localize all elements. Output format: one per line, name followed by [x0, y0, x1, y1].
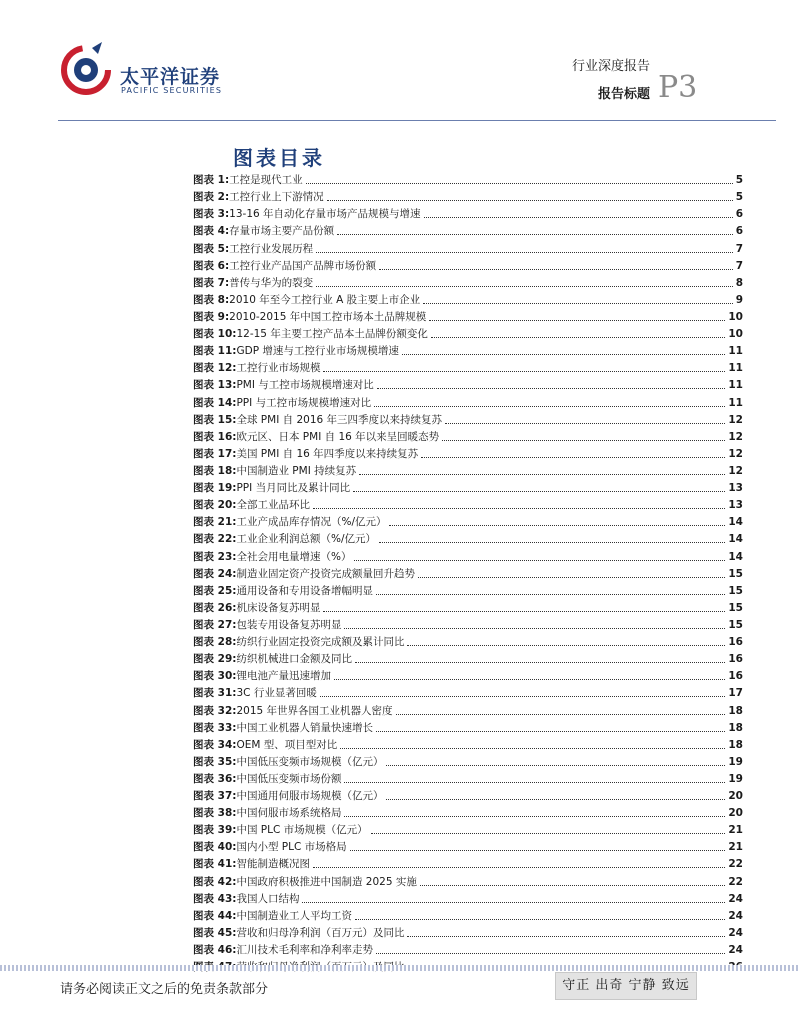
toc-entry-label: 图表 42: [193, 875, 237, 888]
toc-entry[interactable] [193, 889, 743, 906]
toc-entry-page: 12 [728, 464, 743, 477]
toc-dot-leader [445, 423, 725, 424]
toc-entry-page: 11 [728, 396, 743, 409]
toc-entry-label: 图表 9: [193, 310, 230, 323]
toc-entry[interactable] [193, 752, 743, 769]
toc-dot-leader [429, 320, 725, 321]
toc-entry-page: 13 [728, 482, 743, 495]
footer-disclaimer: 请务必阅读正文之后的免责条款部分 [60, 982, 269, 997]
toc-entry[interactable] [193, 204, 743, 221]
toc-dot-leader [302, 902, 725, 903]
toc-entry-page: 15 [728, 601, 743, 614]
toc-entry[interactable] [193, 170, 743, 187]
toc-entry-label: 图表 31: [193, 687, 237, 700]
toc-dot-leader [355, 662, 725, 663]
toc-entry-label: 图表 19: [193, 482, 237, 495]
toc-entry[interactable] [193, 324, 743, 341]
toc-entry[interactable] [193, 392, 743, 409]
pacific-securities-logo-icon [58, 40, 114, 96]
toc-dot-leader [376, 594, 725, 595]
toc-entry-title: 中国制造业 PMI 持续复苏 [236, 464, 357, 477]
toc-entry-page: 12 [728, 413, 743, 426]
toc-entry-title: 中国制造业工人平均工资 [236, 909, 352, 922]
toc-entry-page: 16 [728, 653, 743, 666]
toc-entry-page: 9 [735, 293, 743, 306]
toc-entry-page: 14 [728, 533, 743, 546]
toc-entry[interactable] [193, 700, 743, 717]
toc-entry-label: 图表 23: [193, 550, 237, 563]
toc-entry-label: 图表 13: [193, 379, 237, 392]
toc-dot-leader [316, 286, 733, 287]
toc-entry-label: 图表 28: [193, 636, 237, 649]
toc-entry-label: 图表 22: [193, 533, 237, 546]
toc-entry[interactable] [193, 769, 743, 786]
header-divider [58, 120, 776, 121]
toc-entry-title: 包装专用设备复苏明显 [236, 618, 342, 631]
toc-dot-leader [379, 269, 733, 270]
toc-entry-title: 欧元区、日本 PMI 自 16 年以来呈回暖态势 [236, 430, 440, 443]
toc-entry-label: 图表 24: [193, 567, 237, 580]
toc-entry-label: 图表 11: [193, 345, 237, 358]
toc-dot-leader [376, 731, 725, 732]
toc-entry-label: 图表 32: [193, 704, 237, 717]
report-type: 行业深度报告 [571, 59, 650, 74]
toc-entry-page: 10 [728, 328, 743, 341]
toc-dot-leader [313, 867, 725, 868]
toc-dot-leader [313, 508, 725, 509]
toc-dot-leader [340, 748, 725, 749]
toc-entry-label: 图表 7: [193, 276, 230, 289]
toc-entry-label: 图表 29: [193, 653, 237, 666]
toc-entry-title: 营收和归母净利润（百万元）及同比 [236, 926, 405, 939]
toc-entry[interactable] [193, 683, 743, 700]
toc-entry-title: 中国工业机器人销量快速增长 [236, 721, 373, 734]
toc-entry-title: 2015 年世界各国工业机器人密度 [236, 704, 393, 717]
toc-dot-leader [344, 628, 725, 629]
toc-entry-page: 5 [735, 174, 743, 187]
toc-entry-title: PPI 与工控市场规模增速对比 [236, 396, 372, 409]
toc-entry-page: 15 [728, 567, 743, 580]
toc-entry[interactable] [193, 375, 743, 392]
toc-entry-label: 图表 4: [193, 225, 230, 238]
toc-entry[interactable] [193, 615, 743, 632]
toc-entry-label: 图表 46: [193, 944, 237, 957]
toc-entry-page: 12 [728, 430, 743, 443]
toc-entry-label: 图表 40: [193, 841, 237, 854]
toc-entry-page: 24 [728, 926, 743, 939]
toc-entry-title: 工控行业产品国产品牌市场份额 [229, 259, 377, 272]
toc-entry-page: 19 [728, 772, 743, 785]
toc-entry-title: 中国政府积极推进中国制造 2025 实施 [236, 875, 417, 888]
toc-dot-leader [424, 217, 733, 218]
toc-entry-page: 7 [735, 242, 743, 255]
toc-entry-page: 11 [728, 379, 743, 392]
toc-entry-page: 22 [728, 858, 743, 871]
toc-entry-page: 7 [735, 259, 743, 272]
toc-entry[interactable] [193, 221, 743, 238]
toc-entry-title: 全社会用电量增速（%） [236, 550, 352, 563]
toc-entry-label: 图表 20: [193, 499, 237, 512]
toc-entry-page: 8 [735, 276, 743, 289]
toc-entry[interactable] [193, 837, 743, 854]
toc-dot-leader [320, 696, 726, 697]
toc-entry-label: 图表 12: [193, 362, 237, 375]
toc-entry-label: 图表 45: [193, 926, 237, 939]
toc-entry[interactable] [193, 564, 743, 581]
toc-entry[interactable] [193, 923, 743, 940]
toc-entry-title: 存量市场主要产品份额 [229, 225, 335, 238]
toc-entry-page: 19 [728, 755, 743, 768]
toc-entry-label: 图表 16: [193, 430, 237, 443]
toc-dot-leader [334, 679, 725, 680]
toc-entry-label: 图表 44: [193, 909, 237, 922]
toc-dot-leader [431, 337, 726, 338]
toc-entry-title: PMI 与工控市场规模增速对比 [236, 379, 374, 392]
toc-entry[interactable] [193, 290, 743, 307]
toc-entry-title: 工业产成品库存情况（%/亿元） [236, 516, 387, 529]
toc-entry-label: 图表 27: [193, 618, 237, 631]
toc-entry-page: 14 [728, 516, 743, 529]
toc-entry[interactable] [193, 478, 743, 495]
toc-entry-page: 6 [735, 208, 743, 221]
toc-entry-page: 24 [728, 909, 743, 922]
toc-entry-title: 智能制造概况图 [236, 858, 310, 871]
toc-entry-page: 5 [735, 191, 743, 204]
toc-entry-title: 12-15 年主要工控产品本土品牌份额变化 [236, 328, 428, 341]
toc-entry[interactable] [193, 666, 743, 683]
toc-dot-leader [323, 611, 725, 612]
toc-entry-label: 图表 6: [193, 259, 230, 272]
toc-entry[interactable] [193, 529, 743, 546]
toc-entry-title: 工控行业发展历程 [229, 242, 314, 255]
toc-entry[interactable] [193, 512, 743, 529]
toc-title: 图表目录 [233, 146, 325, 170]
toc-dot-leader [323, 371, 725, 372]
toc-entry-title: 机床设备复苏明显 [236, 601, 321, 614]
toc-entry-label: 图表 5: [193, 242, 230, 255]
toc-entry[interactable] [193, 341, 743, 358]
toc-entry-page: 18 [728, 738, 743, 751]
toc-entry[interactable] [193, 871, 743, 888]
toc-entry-label: 图表 43: [193, 892, 237, 905]
toc-entry-title: 普传与华为的裂变 [229, 276, 314, 289]
page-number: P3 [658, 70, 698, 105]
toc-dot-leader [316, 252, 733, 253]
toc-entry-label: 图表 39: [193, 824, 237, 837]
toc-entry-page: 16 [728, 670, 743, 683]
toc-entry[interactable] [193, 735, 743, 752]
toc-entry-title: 美国 PMI 自 16 年四季度以来持续复苏 [236, 447, 419, 460]
toc-entry[interactable] [193, 581, 743, 598]
toc-entry-page: 11 [728, 362, 743, 375]
toc-dot-leader [337, 234, 733, 235]
toc-dot-leader [355, 919, 725, 920]
toc-entry-title: 13-16 年自动化存量市场产品规模与增速 [229, 208, 421, 221]
toc-entry-title: 锂电池产量迅速增加 [236, 670, 331, 683]
toc-dot-leader [407, 936, 725, 937]
toc-entry-page: 14 [728, 550, 743, 563]
toc-entry-page: 20 [728, 790, 743, 803]
toc-dot-leader [379, 542, 725, 543]
toc-entry[interactable] [193, 803, 743, 820]
toc-dot-leader [327, 200, 733, 201]
toc-dot-leader [423, 303, 733, 304]
toc-entry-title: 中国通用伺服市场规模（亿元） [236, 790, 384, 803]
toc-entry[interactable] [193, 495, 743, 512]
toc-entry[interactable] [193, 444, 743, 461]
toc-entry[interactable] [193, 786, 743, 803]
toc-entry-page: 21 [728, 824, 743, 837]
toc-entry-page: 21 [728, 841, 743, 854]
toc-entry-title: 中国低压变频市场份额 [236, 772, 342, 785]
toc-entry-label: 图表 37: [193, 790, 237, 803]
toc-entry-page: 18 [728, 704, 743, 717]
toc-entry[interactable] [193, 649, 743, 666]
toc-entry-page: 20 [728, 807, 743, 820]
report-subtitle: 报告标题 [597, 87, 650, 102]
toc-entry-title: 工控是现代工业 [229, 174, 303, 187]
toc-entry-page: 10 [728, 310, 743, 323]
toc-dot-leader [442, 440, 725, 441]
logo-english-name: PACIFIC SECURITIES [121, 86, 223, 95]
toc-dot-leader [350, 850, 726, 851]
toc-entry-page: 15 [728, 584, 743, 597]
toc-entry[interactable] [193, 410, 743, 427]
toc-entry[interactable] [193, 546, 743, 563]
toc-entry-title: 制造业固定资产投资完成额量回升趋势 [236, 567, 415, 580]
toc-entry[interactable] [193, 187, 743, 204]
toc-entry-label: 图表 1: [193, 174, 230, 187]
toc-dot-leader [407, 645, 725, 646]
toc-dot-leader [359, 474, 725, 475]
toc-dot-leader [353, 491, 725, 492]
toc-dot-leader [420, 885, 726, 886]
toc-entry[interactable] [193, 940, 743, 957]
toc-entry-label: 图表 38: [193, 807, 237, 820]
toc-entry-title: 汇川技术毛利率和净利率走势 [236, 944, 373, 957]
toc-entry-page: 13 [728, 499, 743, 512]
toc-entry-label: 图表 3: [193, 208, 230, 221]
toc-entry-label: 图表 10: [193, 328, 237, 341]
toc-entry[interactable] [193, 427, 743, 444]
logo-chinese-name: 太平洋证券 [120, 66, 221, 88]
toc-entry-label: 图表 33: [193, 721, 237, 734]
toc-entry-title: 工控行业上下游情况 [229, 191, 324, 204]
toc-entry-label: 图表 36: [193, 772, 237, 785]
toc-entry-title: 全部工业品环比 [236, 499, 310, 512]
toc-dot-leader [354, 560, 725, 561]
toc-entry-title: GDP 增速与工控行业市场规模增速 [236, 345, 399, 358]
toc-dot-leader [402, 354, 726, 355]
toc-entry-label: 图表 21: [193, 516, 237, 529]
toc-entry-page: 17 [728, 687, 743, 700]
toc-entry-label: 图表 25: [193, 584, 237, 597]
toc-entry-page: 16 [728, 636, 743, 649]
toc-entry-title: 中国伺服市场系统格局 [236, 807, 342, 820]
toc-entry-title: 2010 年至今工控行业 A 股主要上市企业 [229, 293, 421, 306]
figure-table-of-contents [193, 170, 743, 974]
toc-entry-title: 2010-2015 年中国工控市场本土品牌规模 [229, 310, 427, 323]
toc-entry-page: 15 [728, 618, 743, 631]
toc-entry-label: 图表 17: [193, 447, 237, 460]
toc-entry[interactable] [193, 238, 743, 255]
toc-entry-title: 工控行业市场规模 [236, 362, 321, 375]
toc-entry[interactable] [193, 718, 743, 735]
toc-entry-page: 11 [728, 345, 743, 358]
toc-entry-label: 图表 2: [193, 191, 230, 204]
toc-entry[interactable] [193, 273, 743, 290]
toc-entry[interactable] [193, 358, 743, 375]
toc-entry[interactable] [193, 820, 743, 837]
toc-entry-label: 图表 15: [193, 413, 237, 426]
toc-dot-leader [389, 525, 725, 526]
toc-dot-leader [371, 833, 726, 834]
toc-entry-label: 图表 18: [193, 464, 237, 477]
toc-dot-leader [374, 406, 725, 407]
toc-dot-leader [344, 816, 725, 817]
toc-entry[interactable] [193, 598, 743, 615]
toc-entry-title: 国内小型 PLC 市场格局 [236, 841, 347, 854]
toc-entry-title: 全球 PMI 自 2016 年三四季度以来持续复苏 [236, 413, 443, 426]
toc-entry-label: 图表 30: [193, 670, 237, 683]
toc-dot-leader [421, 457, 725, 458]
toc-entry[interactable] [193, 461, 743, 478]
toc-entry-page: 12 [728, 447, 743, 460]
toc-entry-label: 图表 41: [193, 858, 237, 871]
toc-dot-leader [344, 782, 725, 783]
toc-entry[interactable] [193, 906, 743, 923]
toc-entry-title: 3C 行业显著回暖 [236, 687, 317, 700]
toc-dot-leader [386, 799, 725, 800]
toc-entry-title: 纺织机械进口金额及同比 [236, 653, 352, 666]
toc-entry[interactable] [193, 632, 743, 649]
toc-entry-title: 我国人口结构 [236, 892, 300, 905]
toc-dot-leader [396, 714, 726, 715]
toc-entry-page: 18 [728, 721, 743, 734]
toc-entry-page: 22 [728, 875, 743, 888]
toc-dot-leader [306, 183, 733, 184]
toc-dot-leader [376, 953, 725, 954]
footer-motto: 守正 出奇 宁静 致远 [555, 972, 697, 1000]
company-logo [58, 40, 258, 100]
toc-entry-label: 图表 8: [193, 293, 230, 306]
toc-entry-label: 图表 35: [193, 755, 237, 768]
toc-entry-label: 图表 14: [193, 396, 237, 409]
toc-dot-leader [386, 765, 725, 766]
toc-dot-leader [418, 577, 725, 578]
toc-entry[interactable] [193, 307, 743, 324]
toc-entry[interactable] [193, 256, 743, 273]
toc-entry-title: 工业企业利润总额（%/亿元） [236, 533, 376, 546]
toc-entry-label: 图表 34: [193, 738, 237, 751]
toc-entry-page: 24 [728, 892, 743, 905]
toc-entry-title: 中国 PLC 市场规模（亿元） [236, 824, 368, 837]
toc-entry-page: 24 [728, 944, 743, 957]
toc-entry-label: 图表 26: [193, 601, 237, 614]
footer-divider [0, 965, 800, 971]
toc-entry-title: 中国低压变频市场规模（亿元） [236, 755, 384, 768]
toc-entry-title: 纺织行业固定投资完成额及累计同比 [236, 636, 405, 649]
toc-dot-leader [377, 388, 726, 389]
toc-entry-title: 通用设备和专用设备增幅明显 [236, 584, 373, 597]
toc-entry-title: OEM 型、项目型对比 [236, 738, 338, 751]
toc-entry-page: 6 [735, 225, 743, 238]
toc-entry[interactable] [193, 854, 743, 871]
toc-entry-title: PPI 当月同比及累计同比 [236, 482, 351, 495]
